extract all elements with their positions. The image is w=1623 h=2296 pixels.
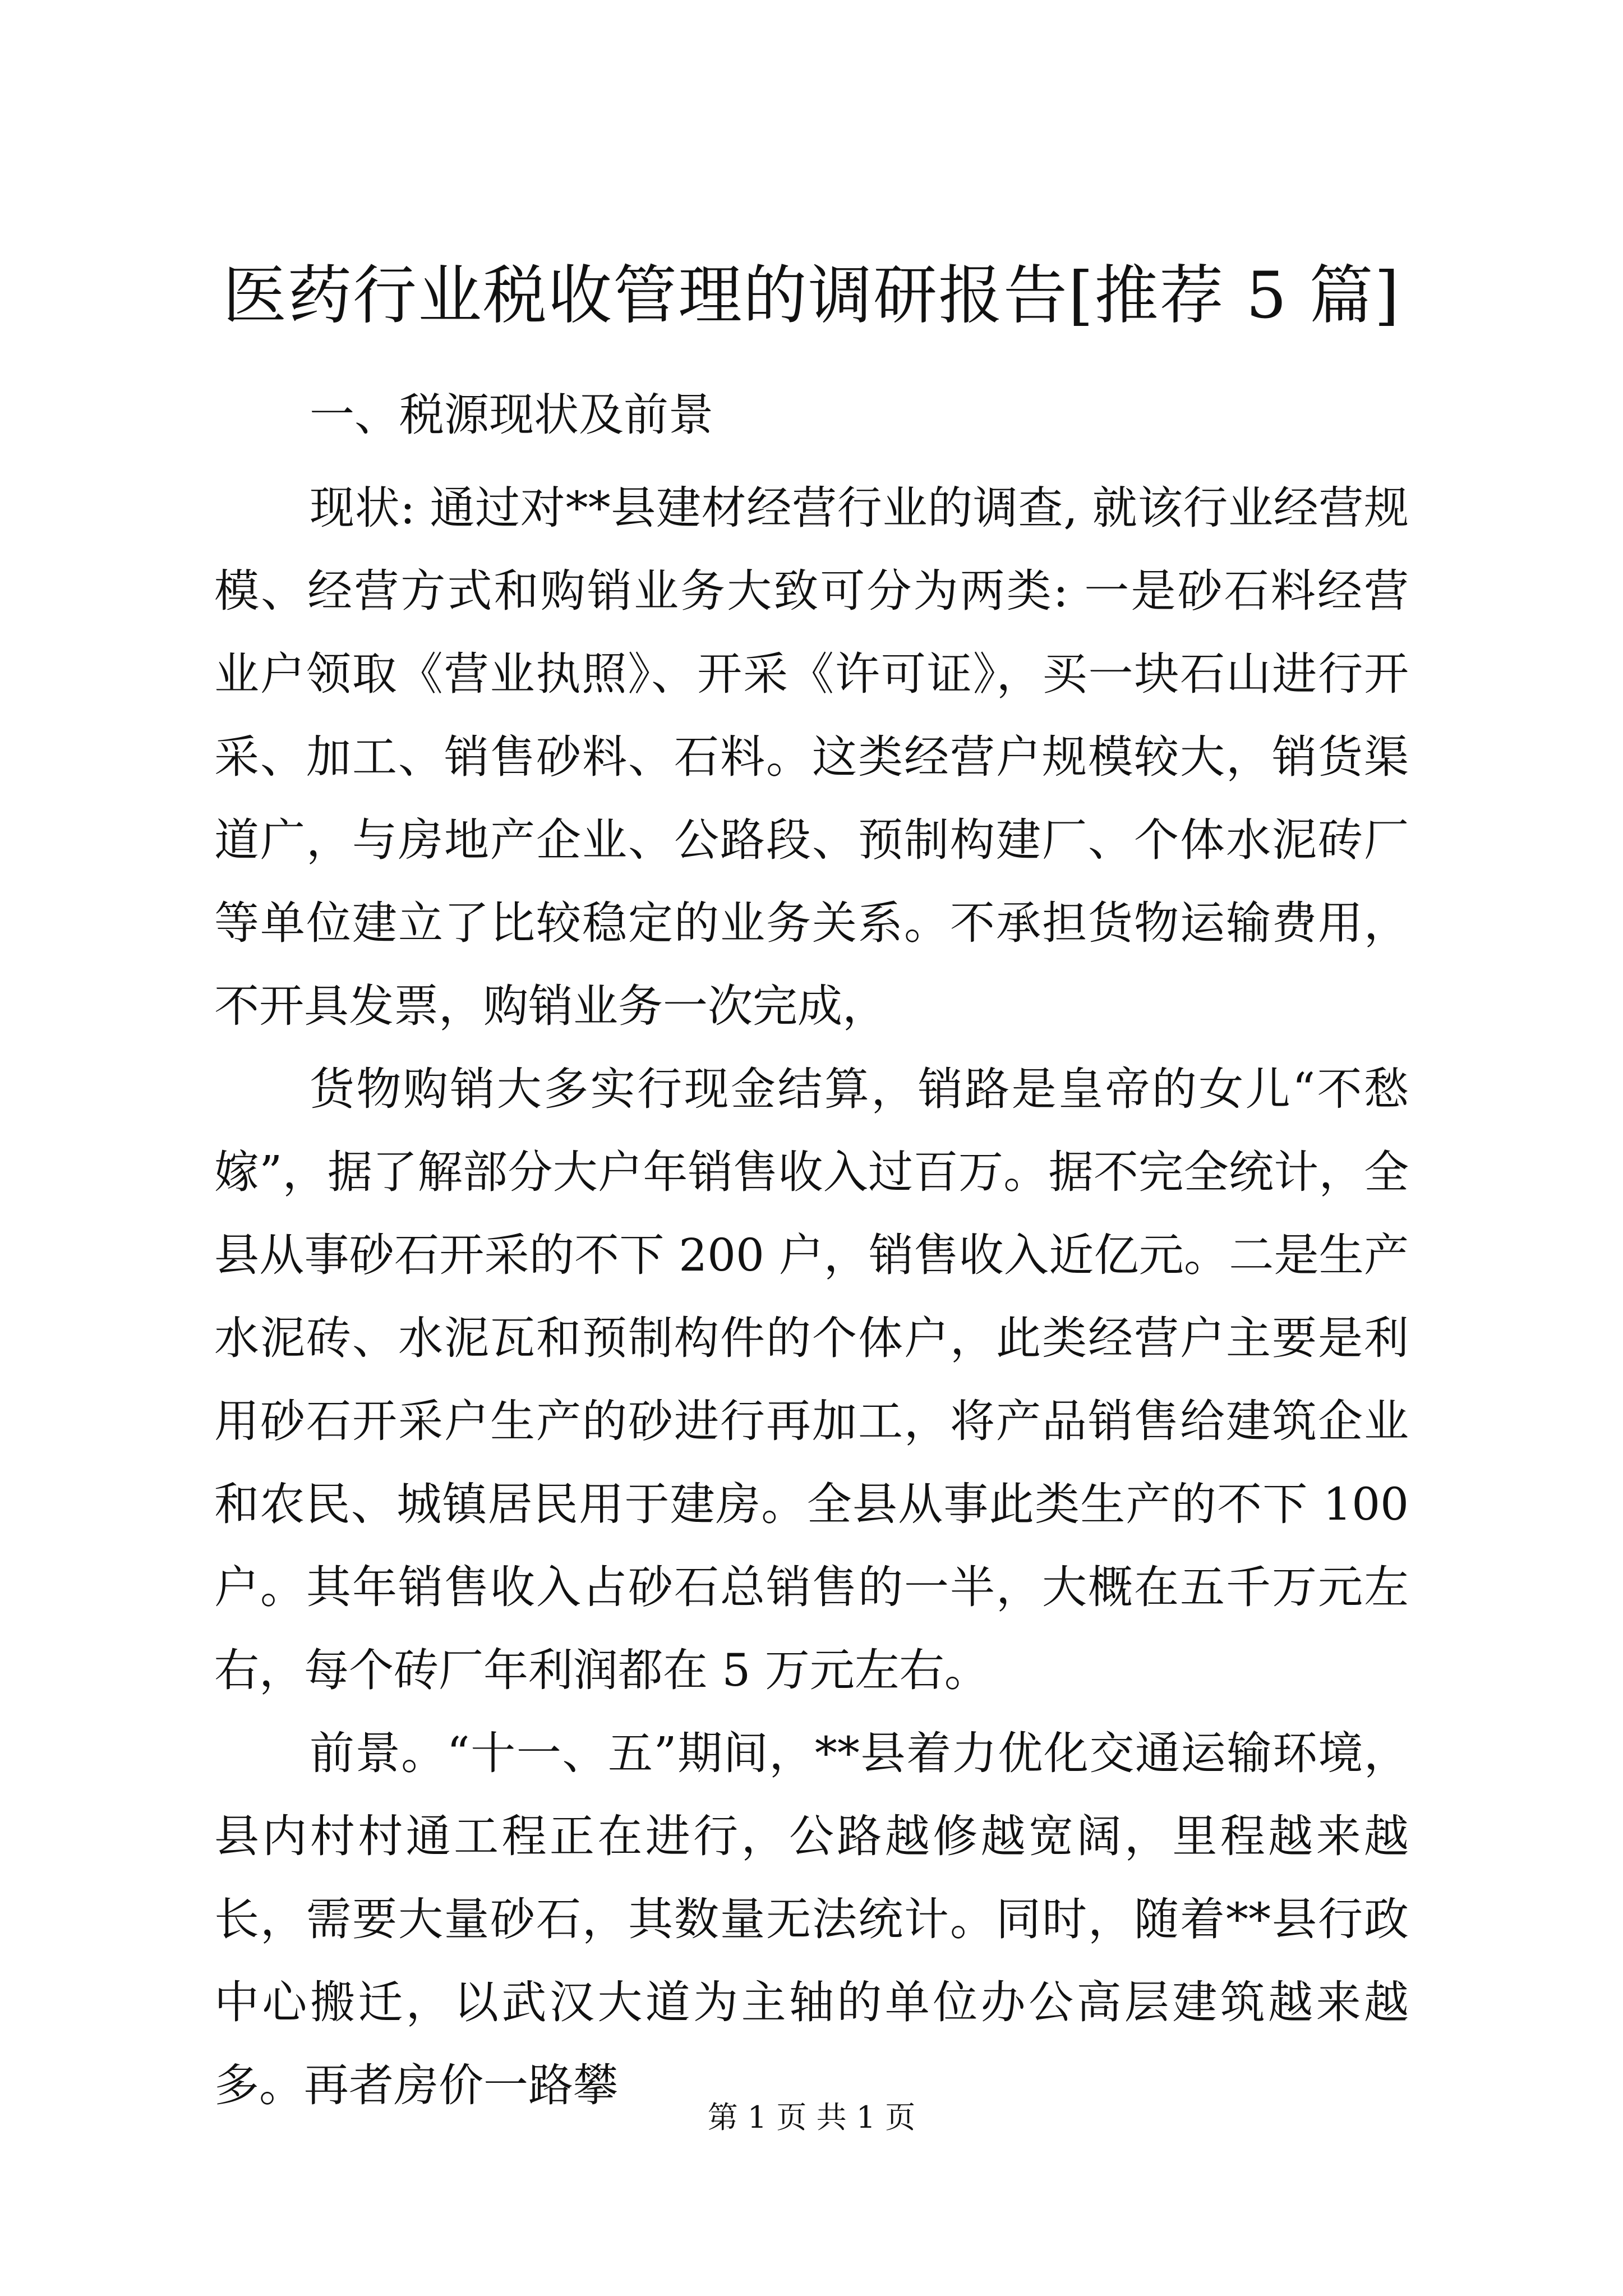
- page-footer: 第 1 页 共 1 页: [707, 2100, 916, 2135]
- document-body: [214, 467, 1409, 2127]
- document-title: 医药行业税收管理的调研报告[推荐 5 篇]: [223, 258, 1400, 333]
- paragraph-prospects: 前景。“十一、五”期间，**县着力优化交通运输环境，县内村村通工程正在进行，公路越修越宽阔，里程越来越长，需要大量砂石，其数量无法统计。同时，随着**县行政中心搬迁，以武汉大道为主轴的单位办公高层建筑越来越多。再者房价一路攀: [214, 1727, 1409, 2111]
- paragraph-status: 现状: 通过对**县建材经营行业的调查, 就该行业经营规模、经营方式和购销业务大致可分为两类: 一是砂石料经营业户领取《营业执照》、开采《许可证》，买一块石山进行开采、加工、销售砂料、石料。这类经营户规模较大，销货渠道广，与房地产企业、公路段、预制构建厂、个体水泥砖厂等单位建立了比较稳定的业务关系。不承担货物运输费用，不开具发票，购销业务一次完成，: [214, 482, 1409, 1032]
- section-heading: 一、税源现状及前景: [310, 389, 713, 441]
- paragraph-sales: 货物购销大多实行现金结算，销路是皇帝的女儿“不愁嫁”，据了解部分大户年销售收入过百万。据不完全统计，全县从事砂石开采的不下 200 户，销售收入近亿元。二是生产水泥砖、水泥瓦和预制构件的个体户，此类经营户主要是利用砂石开采户生产的砂进行再加工，将产品销售给建筑企业和农民、城镇居民用于建房。全县从事此类生产的不下 100 户。其年销售收入占砂石总销售的一半，大概在五千万元左右，每个砖厂年利润都在 5 万元左右。: [214, 1063, 1409, 1696]
